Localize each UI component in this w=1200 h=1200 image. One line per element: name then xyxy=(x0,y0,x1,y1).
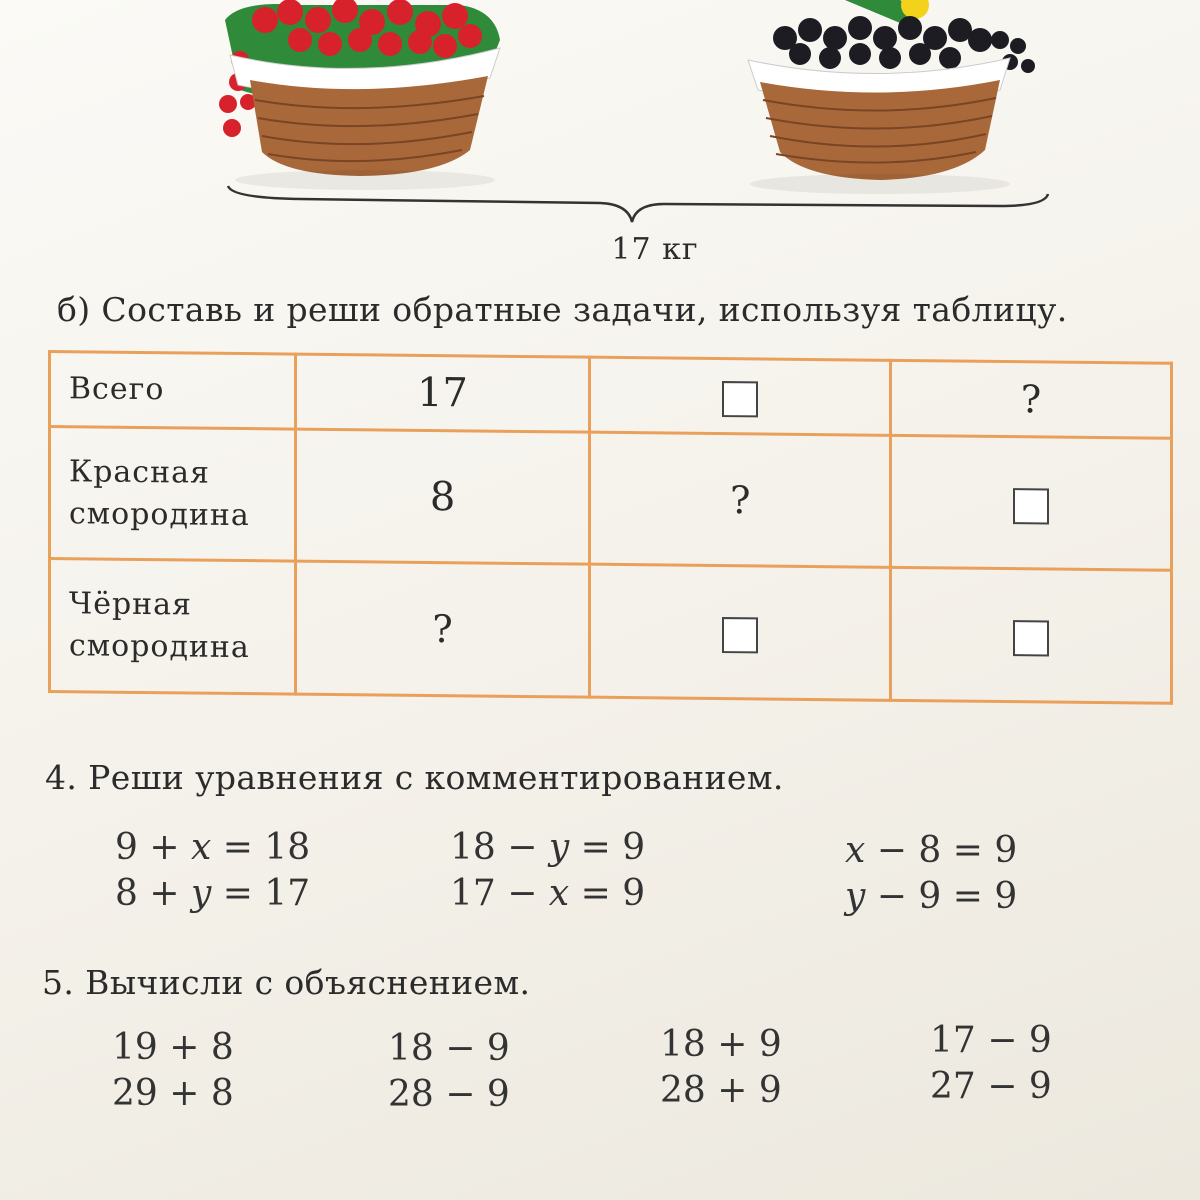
currant-baskets-illustration xyxy=(0,0,1200,230)
cell-black-2 xyxy=(590,565,891,701)
expression-column-1 xyxy=(112,1025,234,1117)
task-4-title: 4. Реши уравнения с комментированием. xyxy=(45,758,784,797)
data-table xyxy=(48,350,1173,705)
cell-red-1: 8 xyxy=(295,429,590,565)
table-row xyxy=(50,352,1172,438)
expression: 28 − 9 xyxy=(388,1074,510,1115)
expression-column-3 xyxy=(660,1022,782,1114)
cell-total-1: 17 xyxy=(295,354,590,432)
empty-box xyxy=(722,381,758,417)
empty-box xyxy=(1013,620,1049,656)
weight-label: 17 кг xyxy=(611,232,699,267)
expression: 18 + 9 xyxy=(660,1024,782,1065)
row-header-total: Всего xyxy=(50,352,296,429)
expression: 19 + 8 xyxy=(112,1027,234,1068)
expression-column-4 xyxy=(930,1018,1052,1110)
empty-box xyxy=(1013,488,1049,524)
equation: x − 8 = 9 xyxy=(845,830,1018,871)
red-currant-basket-icon xyxy=(219,0,500,190)
equation: 8 + y = 17 xyxy=(115,873,311,914)
row-header-black-currant: Чёрная смородина xyxy=(50,559,296,694)
equation: y − 9 = 9 xyxy=(845,876,1018,917)
cell-total-3: ? xyxy=(891,360,1172,438)
equation: 9 + x = 18 xyxy=(115,827,311,868)
table-row xyxy=(50,559,1172,703)
task-b-text: б) Составь и реши обратные задачи, используя таблицу. xyxy=(57,290,1068,329)
expression: 17 − 9 xyxy=(930,1020,1052,1061)
expression: 27 − 9 xyxy=(930,1066,1052,1107)
equation-column-1 xyxy=(115,825,310,917)
cell-red-3 xyxy=(891,435,1172,571)
expression: 29 + 8 xyxy=(112,1073,234,1114)
table-row xyxy=(50,426,1172,570)
equation: 17 − x = 9 xyxy=(450,873,646,914)
equation-column-2 xyxy=(450,825,645,917)
row-header-red-currant: Красная смородина xyxy=(50,426,296,561)
empty-box xyxy=(722,617,758,653)
cell-black-3 xyxy=(891,568,1172,704)
expression: 18 − 9 xyxy=(388,1028,510,1069)
cell-total-2 xyxy=(590,357,891,435)
expression: 28 + 9 xyxy=(660,1070,782,1111)
cell-red-2: ? xyxy=(590,432,891,568)
cell-black-1: ? xyxy=(295,561,590,697)
equation-column-3 xyxy=(845,828,1017,920)
task-5-title: 5. Вычисли с объяснением. xyxy=(42,963,531,1002)
expression-column-2 xyxy=(388,1026,510,1118)
equation: 18 − y = 9 xyxy=(450,827,646,868)
black-currant-basket-icon xyxy=(748,0,1035,194)
